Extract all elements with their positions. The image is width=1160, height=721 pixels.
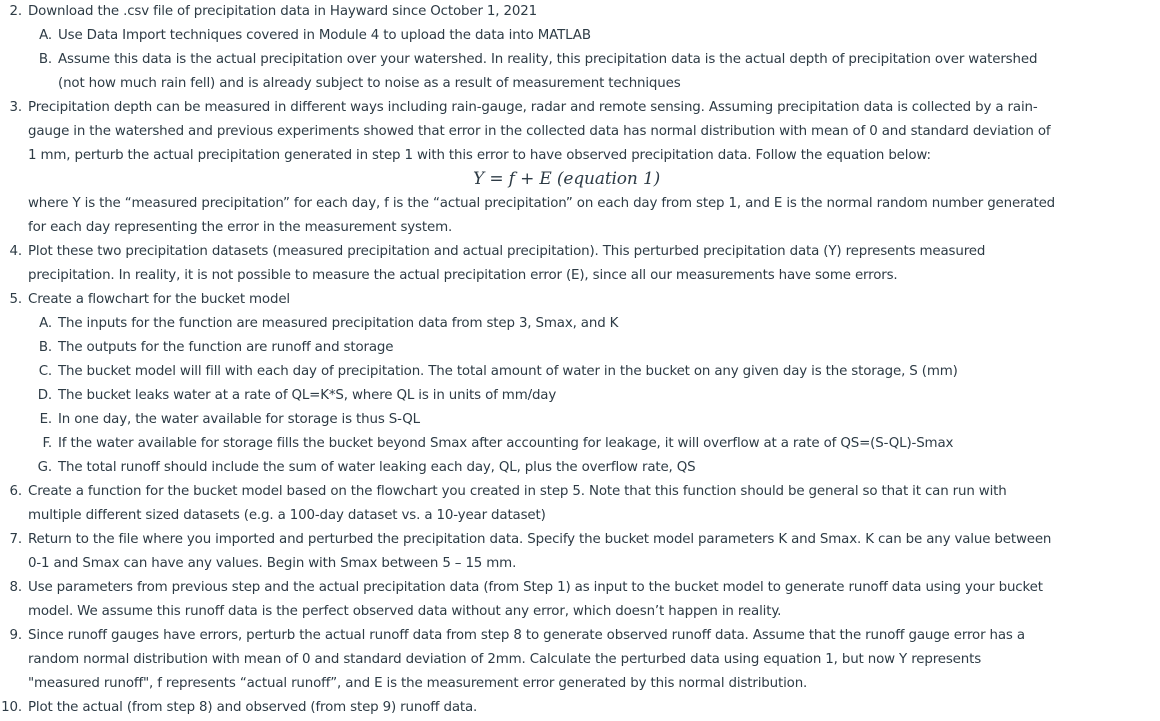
item-number: 9.: [9, 628, 22, 643]
item-text: precipitation. In reality, it is not possible to measure the actual precipitation error (E), since all our measurements have some errors.: [28, 268, 898, 283]
item-text: 1 mm, perturb the actual precipitation generated in step 1 with this error to have observed precipitation data. Follow the equation below:: [28, 148, 931, 163]
item-text: 0-1 and Smax can have any values. Begin with Smax between 5 – 15 mm.: [28, 556, 517, 571]
item-letter: F.: [42, 436, 52, 451]
item-number: 5.: [9, 292, 22, 307]
item-number: 4.: [9, 244, 22, 259]
item-text: The total runoff should include the sum of water leaking each day, QL, plus the overflow rate, QS: [58, 460, 696, 475]
item-text: where Y is the “measured precipitation” for each day, f is the “actual precipitation” on each day from step 1, and E is the normal random number generated: [28, 196, 1056, 211]
item-number: 2.: [9, 4, 22, 19]
item-text: "measured runoff", f represents “actual runoff”, and E is the measurement error generated by this normal distribution.: [28, 676, 808, 691]
item-text: (not how much rain fell) and is already subject to noise as a result of measurement techniques: [58, 76, 681, 91]
item-text: Precipitation depth can be measured in different ways including rain-gauge, radar and remote sensing. Assuming precipitation data is collected by a rain-: [28, 100, 1038, 115]
item-letter: A.: [39, 316, 52, 331]
item-text: The outputs for the function are runoff and storage: [58, 340, 394, 355]
item-text: multiple different sized datasets (e.g. a 100-day dataset vs. a 10-year dataset): [28, 508, 546, 523]
item-letter: B.: [38, 52, 52, 67]
item-number: 10.: [1, 700, 22, 715]
item-letter: G.: [37, 460, 52, 475]
item-text: Plot the actual (from step 8) and observed (from step 9) runoff data.: [28, 700, 478, 715]
item-text: Create a flowchart for the bucket model: [28, 292, 290, 307]
equation-1: Y = f + E (equation 1): [473, 169, 661, 189]
item-text: Since runoff gauges have errors, perturb the actual runoff data from step 8 to generate observed runoff data. Assume that the runoff gauge error has a: [28, 628, 1025, 643]
item-text: The inputs for the function are measured precipitation data from step 3, Smax, and K: [58, 316, 619, 331]
item-text: In one day, the water available for storage is thus S-QL: [58, 412, 420, 427]
item-text: The bucket leaks water at a rate of QL=K*S, where QL is in units of mm/day: [58, 388, 557, 403]
item-letter: D.: [37, 388, 52, 403]
item-text: Use parameters from previous step and the actual precipitation data (from Step 1) as input to the bucket model to generate runoff data using your bucket: [28, 580, 1043, 595]
item-text: The bucket model will fill with each day of precipitation. The total amount of water in the bucket on any given day is the storage, S (mm): [58, 364, 958, 379]
item-text: If the water available for storage fills the bucket beyond Smax after accounting for leakage, it will overflow at a rate of QS=(S-QL)-Smax: [58, 436, 954, 451]
item-number: 8.: [9, 580, 22, 595]
item-text: random normal distribution with mean of 0 and standard deviation of 2mm. Calculate the perturbed data using equation 1, but now Y represents: [28, 652, 982, 667]
item-number: 7.: [9, 532, 22, 547]
item-text: Return to the file where you imported and perturbed the precipitation data. Specify the bucket model parameters K and Smax. K can be any value between: [28, 532, 1052, 547]
item-number: 3.: [9, 100, 22, 115]
item-letter: A.: [39, 28, 52, 43]
item-text: model. We assume this runoff data is the perfect observed data without any error, which doesn’t happen in reality.: [28, 604, 782, 619]
item-text: Use Data Import techniques covered in Module 4 to upload the data into MATLAB: [58, 28, 591, 43]
item-letter: C.: [38, 364, 52, 379]
item-text: Plot these two precipitation datasets (measured precipitation and actual precipitation). This perturbed precipitation data (Y) represents measured: [28, 244, 986, 259]
item-text: Create a function for the bucket model based on the flowchart you created in step 5. Note that this function should be general so that it can run with: [28, 484, 1007, 499]
item-text: gauge in the watershed and previous experiments showed that error in the collected data has normal distribution with mean of 0 and standard deviation of: [28, 124, 1051, 139]
item-text: for each day representing the error in the measurement system.: [28, 220, 453, 235]
item-text: Download the .csv file of precipitation data in Hayward since October 1, 2021: [28, 4, 537, 19]
item-letter: E.: [39, 412, 52, 427]
item-text: Assume this data is the actual precipitation over your watershed. In reality, this precipitation data is the actual depth of precipitation over watershed: [58, 52, 1038, 67]
item-letter: B.: [38, 340, 52, 355]
item-number: 6.: [9, 484, 22, 499]
